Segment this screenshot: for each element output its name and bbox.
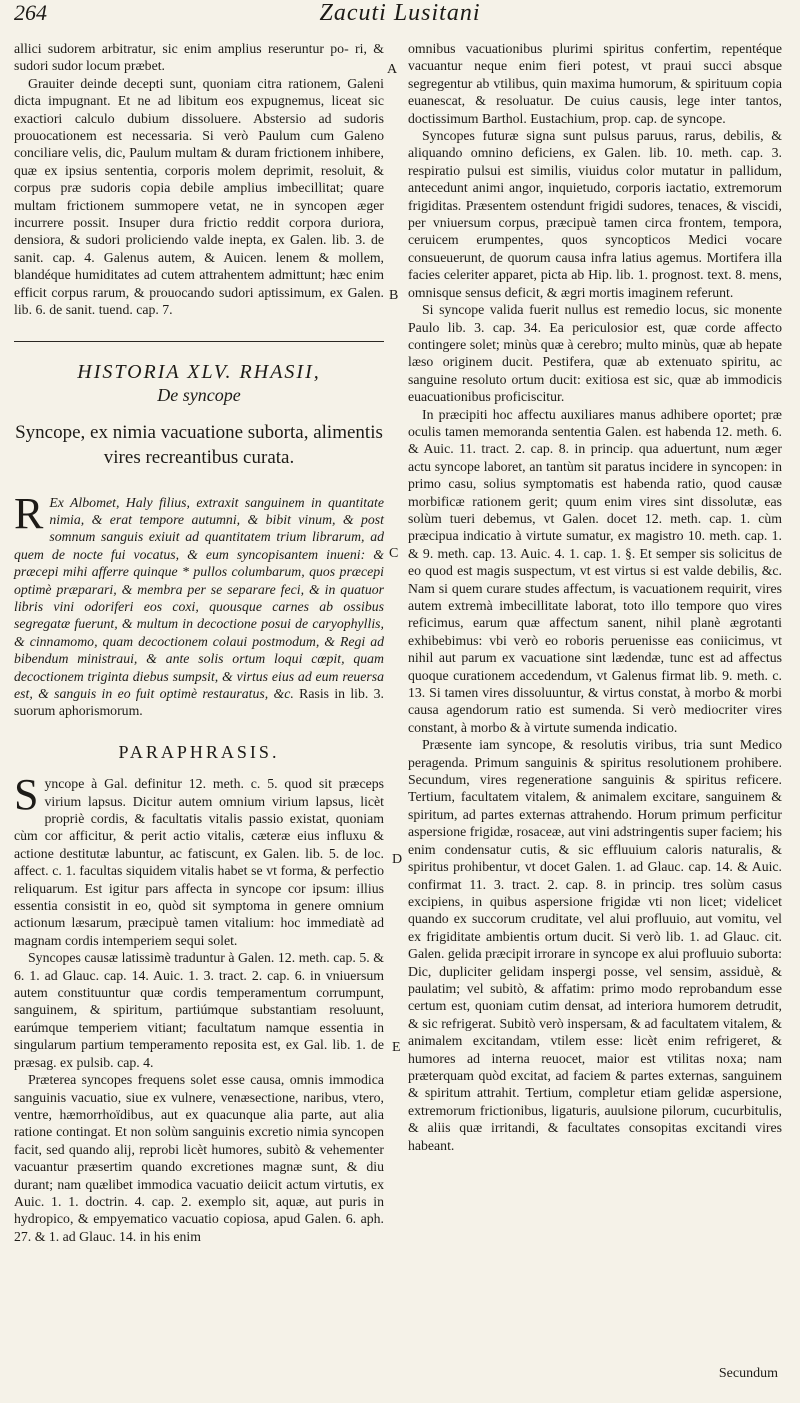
historia-paragraph bbox=[14, 488, 384, 720]
paraphrasis-paragraph: Syncopes causæ latissimè traduntur à Galen. 12. meth. cap. 5. & 6. 1. ad Glauc. cap. 14. Auic. 1. 3. tract. 2. cap. 6. in vniuersum autem constituuntur quæ cordis temperamentum corrumpunt, sanguinem, & spiritum, partiúmque substantiam resoluunt, earúmque temperiem vitiant; facultatum namque essentia in singularum partium temperamento reposita est, ex Gal. lib. 1. de præsag. ex pulsib. cap. 4. bbox=[14, 950, 384, 1070]
paraphrasis-paragraph: Præterea syncopes frequens solet esse causa, omnis immodica sanguinis vacuatio, siue ex vulnere, venæsectione, naribus, vtero, ventre, hæmorrhoïdibus, aut ex quacunque alia parte, aut alia ratione contingat. Et non solùm sanguinis excretio nimia syncopen facit, sed quando alij, reprobi licèt humores, subitò & vehementer vacuantur præsertim quando excretiones magnæ sunt, & diu durant; nam quælibet immodica vacuatio deiicit actum virtutis, ex Auic. 1. 1. doctrin. 4. cap. 2. exemplo sit, aquæ, aut puris in hydropico, & empyematico vacuatio copiosa, apud Galen. 6. aph. 27. & 1. ad Glauc. 14. in his enim bbox=[14, 1072, 384, 1244]
page-number: 264 bbox=[14, 0, 47, 25]
historia-heading: Syncope, ex nimia vacuatione suborta, alimentis vires recreantibus curata. bbox=[15, 421, 383, 468]
margin-letter-a: A bbox=[387, 62, 398, 77]
paraphrasis-title: PARAPHRASIS. bbox=[118, 741, 280, 762]
body-paragraph: Syncopes futuræ signa sunt pulsus paruus, rarus, debilis, & aliquando omnino deficiens, ex Galen. lib. 10. meth. cap. 3. respiratio pulsui est similis, viuidus color mutatur in pallidum, antecedunt animi angor, inquietudo, corporis iactatio, extremorum frigiditas. Præsentem ostendunt frigidi sudores, tenaces, & viscidi, per vniuersum corpus, præcipuè tamen circa frontem, tempora, ceruicem erumpentes, quos syncopticos Medici vocare consueuerunt, de quorum causa infra latius agemus. Mortifera illa facies celeriter apparet, picta ab Hip. lib. 1. prognost. text. 8. mens, omnisque sensus deficit, & ægri mortis imaginem referunt. bbox=[408, 128, 782, 300]
running-head: Zacuti Lusitani bbox=[319, 0, 481, 26]
margin-letter-c: C bbox=[389, 546, 399, 561]
paraphrasis-paragraph bbox=[14, 770, 384, 949]
historia-subtitle: De syncope bbox=[157, 384, 241, 405]
historia-title: HISTORIA XLV. RHASII, bbox=[77, 360, 321, 383]
body-paragraph: Præsente iam syncope, & resolutis viribus, tria sunt Medico peragenda. Primum sanguinis & spiritus resolutionem prohibere. Secundum, vires regeneratione sanguinis & spiritus reficere. Tertium, facultatem vitalem, & animalem excitare, sanguinem & spiritum, ad partes externas attrahendo. Horum primum perficitur aspersione frigidæ, rosaceæ, aut vini adstringentis super faciem; his enim condensatur cutis, & sic effluuium caloris naturalis, & spiritus prohibentur, vt docet Galen. 1. ad Glauc. cap. 14. & Auic. confirmat 11. 3. tract. 2. cap. 8. in princip. tres solùm casus excipiens, in quibus aspersione frigidæ vti non licet; videlicet quando ex succorum cruditate, vel alui profluuio, aut vomitu, vel ex frigiditate ambientis ortum ducit. Si verò lib. 1. ad Glauc. cit. Galen. gelida præcipit irrorare in syncope ex alui profluuio suborta: Dic, dupliciter gelidam inspergi posse, vel sensim, assiduè, & paulatim; vel subitò, & affatim: primo modo reprobandum esse certum est, quoniam cutim densat, ad interiora humorem detrudit, & sic refrigerat. Subitò verò inspersam, & ad facultatem vitalem, & animalem excitandam, vtilem esse: licèt enim refrigeret, & humores ad interna reuocet, maior est vtilitas noxa; nam præterquam quòd excitat, ad faciem & partes externas, sanguinem & spiritum attrahit. Tertium, completur etiam gelidæ aspersione, extremorum frictionibus, ligaturis, auulsione pilorum, cucurbitulis, & aliis quæ irritandi, & facultates consopitas excitandi vires habeant. bbox=[408, 737, 782, 1153]
historia-dropcap: R bbox=[14, 488, 44, 538]
margin-letter-d: D bbox=[392, 852, 403, 867]
paraphrasis-text: yncope à Gal. definitur 12. meth. c. 5. quod sit præceps virium lapsus. Dicitur autem omnium virium lapsus, licèt propriè cordis, & facultatis vitalis passio existat, quoniam cùm cor afficitur, & perit actio vitalis, cæteræ eius influxu & actione destitutæ labuntur, ac fatiscunt, ex Galen. lib. 5. de loc. affect. c. 1. facultas siquidem vitalis habet se vt forma, & perfectio reliquarum. Est igitur pars affecta in syncope cor ipsum: illius essentia consistit in eo, quòd sit symptoma in genere omnium actionum læsarum, præcipuè tamen vitalium: hoc immediatè ad magnam cordis intemperiem sequi solet. bbox=[14, 776, 384, 948]
margin-letter-b: B bbox=[389, 288, 399, 303]
body-paragraph: In præcipiti hoc affectu auxiliares manus adhibere oportet; præ oculis tamen memoranda sententia Galen. est habenda 12. meth. 6. & Auic. 11. tract. 2. cap. 8. in princip. qua aduertunt, num æger actu syncope laboret, an tantùm sit paratus incidere in syncopen: in primo casu, solius symptomatis est habenda ratio, quod causæ morbificæ rationem gerit; quum enim vires sint dissolutæ, eas solùm tueri debemus, vt Galen. docet 12. meth. cap. 1. cùm præcipua indicatio à virtute sumatur, ex magistro 10. meth. cap. 1. & 9. meth. cap. 13. Auic. 4. 1. cap. 1. §. Et semper sis solicitus de eo quod est magis suspectum, vt est virtus si est valde debilis, &c. Nam si quem curare studes affectum, is vacuationem requirit, vires autem extremà imbecillitate laborat, toto illo tempore quo vires reficimus, earum quæ affectum sanent, nihil planè ægrotanti exhibebimus: vbi verò eo roboris peruenisse eas coniicimus, vt nihil aut parum ex vacuatione sint lædendæ, tunc est ad affectus quoque curationem accedendum, vt Galenus firmat lib. 9. meth. c. 13. Si tamen vires dissoluuntur, & virtus constat, à morbo & morbi causa agendorum ratio est sumenda. Si verò mediocriter vires constant, à morbo & à virtute sumenda indicatio. bbox=[408, 406, 782, 735]
body-paragraph: Si syncope valida fuerit nullus est remedio locus, sic monente Paulo lib. 3. cap. 34. Ea periculosior est, quæ corde affecto contingere solet; minùs quæ à cerebro; multo minùs, quæ ab hepate læso originem ducit. Pestifera, quæ ab extenuato spiritu, ac sanguine resoluto ortum ducit: exitiosa est sic, quæ ab immodicis euacuationibus proficiscitur. bbox=[408, 302, 782, 405]
body-paragraph: omnibus vacuationibus plurimi spiritus confertim, repentéque vacuantur neque enim fieri potest, vt praui succi absque segregentur ab vtilibus, quin maxima humorum, & spirituum copia euanescat, & resoluatur. De cuius causis, lege inter tantos, doctissimum Barthol. Eustachium, prop. cap. de syncope. bbox=[408, 41, 782, 126]
right-column bbox=[408, 40, 782, 1154]
left-column bbox=[14, 40, 384, 1245]
historia-reference: Rasis in lib. 3. suorum aphorismorum. bbox=[14, 685, 384, 719]
section-divider bbox=[14, 341, 384, 342]
margin-letter-e: E bbox=[392, 1040, 401, 1055]
historia-text: Ex Albomet, Haly filius, extraxit sanguinem in quantitate nimia, & erat tempore autumni, & bibit vinum, & post somnum sanguis exiuit ad quantitatem trium librarum, ad quem de nocte fui vocatus, & eum syncopisantem inueni: & præcepi mihi afferre quinque * pullos columbarum, quos præcepi optimè præparari, & membra per se separare feci, & in quatuor libris vini odoriferi eos coxi, quousque carnes ab ossibus segregatæ fuerunt, & multum in decoctione posui de caryophyllis, & cinnamomo, quam decoctionem colaui postmodum, & Regi ad bibendum ministraui, & ante solis ortum loqui cœpit, quam decoctionem triginta diebus sumpsit, & virtus eius ad eum reuersa est, & sanguis in eo fuit optimè restauratus, &c. bbox=[14, 494, 384, 701]
intro-paragraph: allici sudorem arbitratur, sic enim amplius reseruntur po- ri, & sudori sudor locum præbet. bbox=[14, 41, 384, 74]
paraphrasis-dropcap: S bbox=[14, 770, 39, 820]
catchword: Secundum bbox=[718, 1366, 778, 1381]
page-header bbox=[14, 0, 786, 40]
intro-paragraph: Grauiter deinde decepti sunt, quoniam citra rationem, Galeni dicta impugnant. Et ne ad libitum eos expugnemus, liceat sic exactiori calculo dubium dissoluere. Abstersio ad sudoris prouocationem est necessaria. Si verò Paulum cum Galeno conciliare velis, dic, Paulum multam & duram frictionem inhibere, quæ ex ipsius sententia, corporis molem deprimit, resoluit, & corpus præ sudoris copia debile amplius imbecillitat; quare multam frictionem summopere vetat, ne in syncopen æger incurrere possit. Insuper dura frictio reddit corpora duriora, densiora, & sudori proliciendo valde inepta, ex Galen. lib. 3. de sanit. cap. 4. Galenus autem, & Auicen. lenem & mollem, blandéque humiditates ad cutem attrahentem admittunt; hæc enim efficit corpus rarum, & prouocando sudori aptissimum, ex Galen. lib. 6. de sanit. tuend. cap. 7. bbox=[14, 75, 384, 318]
